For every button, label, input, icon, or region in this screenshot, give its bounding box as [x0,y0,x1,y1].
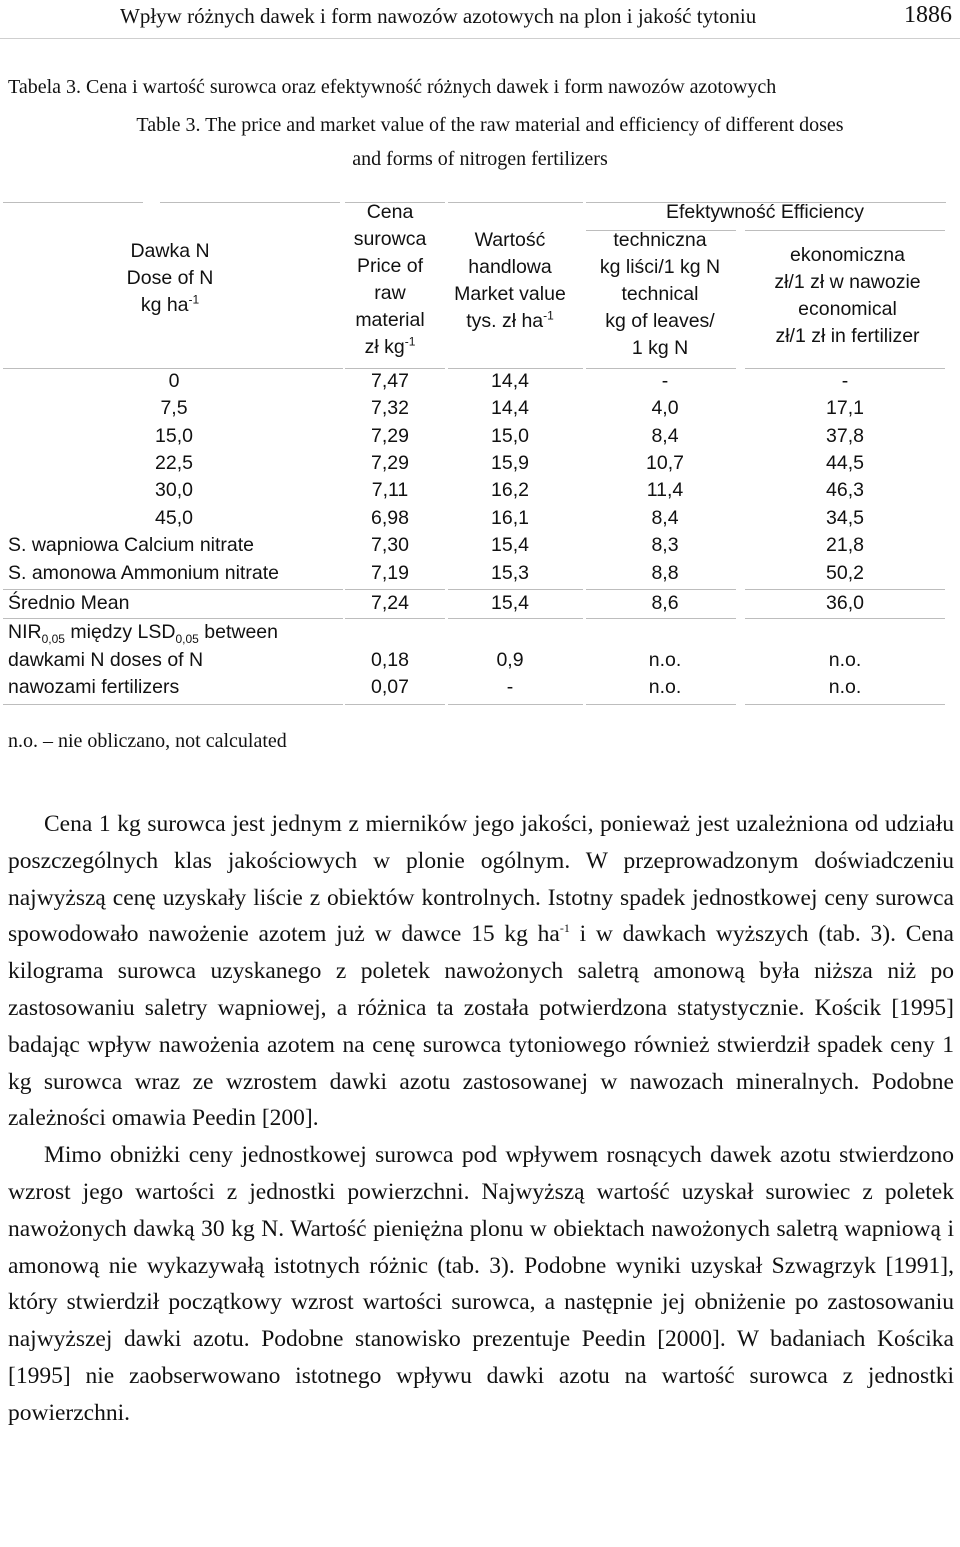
cell-technical: 8,3 [651,534,679,556]
cell-form-label: S. amonowa Ammonium nitrate [8,562,279,584]
col-header-price-line: Cena [366,201,414,223]
col-header-technical-line: techniczna [613,229,707,251]
cell-value: 14,4 [491,397,529,419]
cell-price: 7,11 [371,479,409,501]
table-bottom-rule [745,704,945,705]
col-header-value [440,227,580,335]
cell-value: 15,9 [491,452,529,474]
cell-value: 16,1 [491,507,529,529]
cell-technical: 11,4 [646,479,684,501]
cell-price: 7,30 [371,534,409,556]
table-bottom-rule [586,704,736,705]
table-bottom-rule [345,704,445,705]
cell-economic: 46,3 [826,479,864,501]
cell-price: 7,19 [371,562,409,584]
col-header-economic-line: zł/1 zł in fertilizer [775,325,920,347]
cell-dose: 45,0 [155,507,193,529]
col-header-dose-en: Dose of N [126,267,214,289]
cell-technical: 8,6 [651,592,679,614]
cell-value: 14,4 [491,370,529,392]
col-header-dose [70,238,270,319]
col-header-technical-line: kg liści/1 kg N [599,256,721,278]
cell-technical: n.o. [648,676,682,698]
col-header-price-unit: zł $kg^{-1}$ [364,334,416,358]
col-header-value-line: handlowa [468,256,552,278]
cell-value: 15,0 [491,425,529,447]
cell-economic: 50,2 [826,562,864,584]
col-header-dose-unit: kg $ha^{-1}$ [140,292,200,316]
cell-lsd-fert-label: nawozami fertilizers [8,676,180,698]
cell-economic: - [841,370,849,392]
lsd-top-rule [448,618,583,619]
col-header-economic [745,242,950,350]
col-header-technical-line: technical [621,283,699,305]
lsd-top-rule [745,618,945,619]
cell-technical: 4,0 [651,397,679,419]
col-header-value-line: Market value [454,283,566,305]
efficiency-rule [745,230,945,231]
table-top-rule [448,202,583,203]
cell-economic: 44,5 [826,452,864,474]
cell-technical: - [661,370,669,392]
col-header-technical-line: 1 kg N [631,337,689,359]
cell-economic: 17,1 [826,397,864,419]
cell-price: 7,32 [371,397,409,419]
cell-price: 7,24 [371,592,409,614]
cell-lsd-doses-label: dawkami N doses of N [8,649,204,671]
col-header-economic-line: economical [798,298,897,320]
table-top-rule [160,202,340,203]
col-header-technical-line: kg of leaves/ [605,310,715,332]
col-header-efficiency: Efektywność Efficiency [666,201,864,223]
cell-value: 0,9 [496,649,524,671]
col-header-value-line: Wartość [474,229,546,251]
table-caption-en-line2: and forms of nitrogen fertilizers [352,148,608,170]
cell-dose: 15,0 [155,425,193,447]
col-header-economic-line: ekonomiczna [790,244,905,266]
cell-price: 6,98 [371,507,409,529]
cell-price: 0,07 [371,676,409,698]
table-bottom-rule [448,704,583,705]
running-header [0,0,960,39]
cell-dose: 30,0 [155,479,193,501]
cell-form-label: S. wapniowa Calcium nitrate [8,534,255,556]
cell-economic: 21,8 [826,534,864,556]
cell-economic: 34,5 [826,507,864,529]
page-number: 1886 [904,2,952,28]
col-header-dose-pl: Dawka N [130,240,210,262]
col-header-price-line: surowca [353,228,427,250]
paragraph: Mimo obniżki ceny jednostkowej surowca pod wpływem rosnących dawek azotu stwierdzono wzrost jego wartości z jednostki powierzchni. Najwyższą wartość uzyskał surowiec z poletek nawożonych dawką 30 kg N. Wartość pieniężna plonu w obiektach nawożonych saletrą wapniową i amonową nie wykazywałą istotnych różnic (tab. 3). Podobne wyniki uzyskał Szwagrzyk [1991], który stwierdził początkowy wzrost wartości surowca, a następnie jej obniżenie po zastosowaniu najwyższej dawki azotu. Podobne stanowisko prezentuje Peedin [2000]. W badaniach Kościka [1995] nie zaobserwowano istotnego wpływu dawki azotu na wartość surowca z jednostki powierzchni. [8,1142,954,1426]
table-bottom-rule [3,704,343,705]
col-header-economic-line: zł/1 zł w nawozie [774,271,921,293]
lsd-label: $NIR_{0,05}$ między $LSD_{0,05}$ between [8,621,279,646]
col-header-price [330,199,450,361]
cell-technical: 10,7 [646,452,684,474]
cell-economic: n.o. [828,676,862,698]
table-top-rule [3,202,143,203]
cell-mean-label: Średnio Mean [8,592,130,614]
cell-technical: n.o. [648,649,682,671]
cell-value: 15,3 [491,562,529,584]
cell-price: 7,29 [371,452,409,474]
cell-economic: 36,0 [826,592,864,614]
cell-technical: 8,4 [651,507,679,529]
cell-dose: 0 [168,370,180,392]
cell-value: 15,4 [491,534,529,556]
cell-value: 15,4 [491,592,529,614]
cell-technical: 8,4 [651,425,679,447]
col-header-price-line: material [355,309,425,331]
table-caption-en [0,108,960,176]
cell-value: - [506,676,514,698]
cell-economic: 37,8 [826,425,864,447]
col-header-price-line: Price of [356,255,424,277]
table-footnote: n.o. – nie obliczano, not calculated [8,730,287,752]
lsd-top-rule [345,618,445,619]
col-header-price-line: raw [374,282,406,304]
running-title: Wpływ różnych dawek i form nawozów azotowych na plon i jakość tytoniu [120,4,757,28]
lsd-top-rule [586,618,736,619]
cell-technical: 8,8 [651,562,679,584]
cell-price: 0,18 [371,649,409,671]
cell-price: 7,29 [371,425,409,447]
table-caption-en-line1: Table 3. The price and market value of the raw material and efficiency of different doses [136,114,844,136]
col-header-technical [580,227,740,362]
cell-price: 7,47 [371,370,409,392]
cell-dose: 7,5 [160,397,188,419]
col-header-value-unit: tys. zł $ha^{-1}$ [466,308,554,332]
paragraph: Cena 1 kg surowca jest jednym z mierników jego jakości, ponieważ jest uzależniona od udziału poszczególnych klas jakościowych w plonie ogólnym. W przeprowadzonym doświadczeniu najwyższą cenę uzyskały liście z obiektów kontrolnych. Istotny spadek jednostkowej ceny surowca spowodowało nawożenie azotem już w dawce 15 kg $ha^{-1}$ i w dawkach wyższych (tab. 3). Cena kilograma surowca uzyskanego z poletek nawożonych saletrą amonową była niższa niż po zastosowaniu saletry wapniowej, a różnica ta została potwierdzona statystycznie. Kościk [1995] badając wpływ nawożenia azotem na cenę surowca tytoniowego również stwierdził spadek ceny 1 kg surowca wraz ze wzrostem dawki azotu zastosowanej w nawozach mineralnych. Podobne zależności omawia Peedin [200]. [8,811,954,1132]
body-text [8,806,954,1432]
cell-economic: n.o. [828,649,862,671]
cell-value: 16,2 [491,479,529,501]
table-caption-pl: Tabela 3. Cena i wartość surowca oraz efektywność różnych dawek i form nawozów azotowych [8,76,777,98]
cell-dose: 22,5 [155,452,193,474]
